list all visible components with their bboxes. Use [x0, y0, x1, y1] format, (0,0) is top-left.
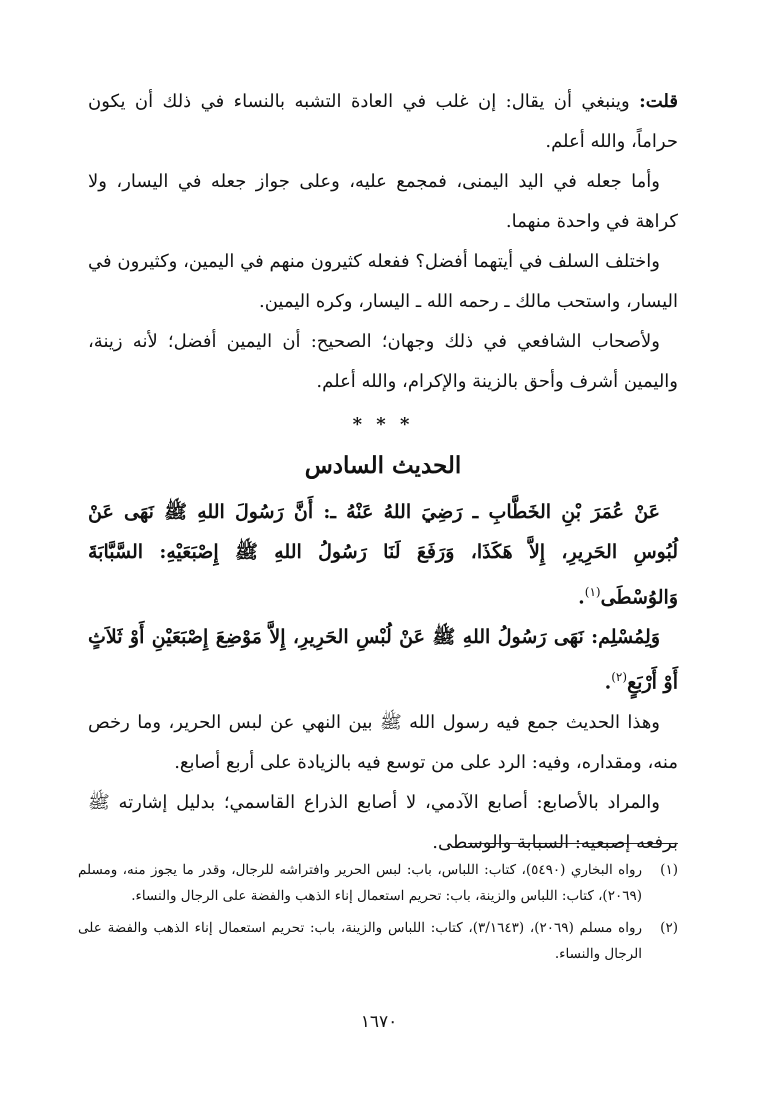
- section-heading: الحديث السادس: [304, 452, 462, 479]
- footnote-1: [78, 857, 678, 909]
- footnote-number: (٢): [660, 920, 678, 936]
- paragraph-6: والمراد بالأصابع: أصابع الآدمي، لا أصابع الذراع القاسمي؛ بدليل إشارته ﷺ برفعه إصبعيه: السبابة والوسطى.: [88, 791, 678, 853]
- paragraph-5: وهذا الحديث جمع فيه رسول الله ﷺ بين النهي عن لبس الحرير، وما رخص منه، ومقداره، وفيه: الرد على من توسع فيه بالزيادة على أربع أصابع.: [88, 711, 678, 773]
- footnote-2: [78, 915, 678, 967]
- section-separator: * * *: [352, 414, 414, 435]
- footnote-divider: [468, 843, 678, 844]
- hadith-body: وَلِمُسْلِم: نَهَى رَسُولُ اللهِ ﷺ عَنْ لُبْسِ الحَرِيرِ، إِلاَّ مَوْضِعَ إِصْبَعَيْنِ أَوْ ثَلاَثٍ أَوْ أَرْبَعٍ: [88, 626, 678, 694]
- page-body: [88, 82, 678, 863]
- hadith-end: .: [604, 671, 612, 694]
- paragraph-lead: قلت:: [639, 91, 678, 112]
- hadith-text-1: [88, 492, 678, 617]
- footnote-number: (١): [660, 862, 678, 878]
- paragraph-3: واختلف السلف في أيتهما أفضل؟ ففعله كثيرون منهم في اليمين، وكثيرون في اليسار، واستحب مالك ـ رحمه الله ـ اليسار، وكره اليمين.: [88, 251, 678, 312]
- paragraph-2: وأما جعله في اليد اليمنى، فمجمع عليه، وعلى جواز جعله في اليسار، ولا كراهة في واحدة منهما.: [88, 171, 678, 232]
- paragraph-text: وينبغي أن يقال: إن غلب في العادة التشبه بالنساء في ذلك أن يكون حراماً، والله أعلم.: [88, 91, 678, 152]
- footnotes: [78, 857, 678, 973]
- paragraph-1: [88, 82, 678, 162]
- hadith-body: عَنْ عُمَرَ بْنِ الخَطَّابِ ـ رَضِيَ اللهُ عَنْهُ ـ: أَنَّ رَسُولَ اللهِ ﷺ نَهَى عَنْ لُبُوسِ الحَرِيرِ، إِلاَّ هَكَذَا، وَرَفَعَ لَنَا رَسُولُ اللهِ ﷺ إِصْبَعَيْهِ: السَّبَّابَةَ وَالوُسْطَى: [88, 501, 678, 609]
- hadith-end: .: [578, 586, 585, 609]
- page-number: ١٦٧٠: [360, 1012, 398, 1032]
- footnote-ref: (١): [584, 585, 601, 599]
- footnote-text: رواه البخاري (٥٤٩٠)، كتاب: اللباس، باب: لبس الحرير وافتراشه للرجال، وقدر ما يجوز منه، ومسلم (٢٠٦٩)، كتاب: اللباس والزينة، باب: تحريم استعمال إناء الذهب والفضة على الرجال والنساء.: [78, 862, 642, 904]
- hadith-text-2: [88, 617, 678, 702]
- footnote-ref: (٢): [611, 670, 628, 685]
- footnote-text: رواه مسلم (٢٠٦٩)، (٣/١٦٤٣)، كتاب: اللباس والزينة، باب: تحريم استعمال إناء الذهب والفضة على الرجال والنساء.: [78, 920, 642, 962]
- paragraph-4: ولأصحاب الشافعي في ذلك وجهان؛ الصحيح: أن اليمين أفضل؛ لأنه زينة، واليمين أشرف وأحق بالزينة والإكرام، والله أعلم.: [88, 331, 678, 392]
